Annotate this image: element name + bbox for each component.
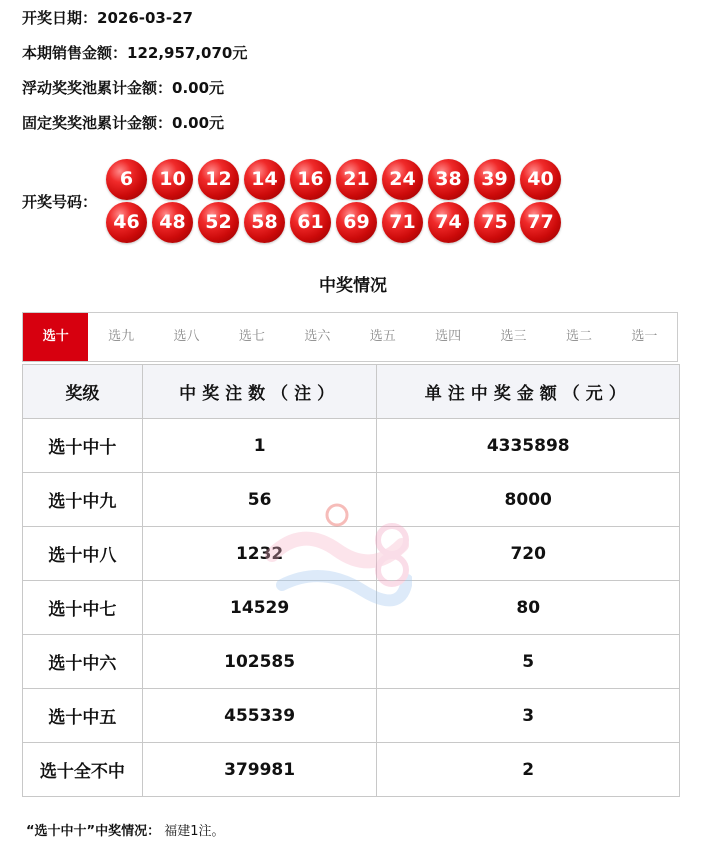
number-ball: 77 — [520, 202, 561, 243]
header-prize-amount: 单注中奖金额（元） — [377, 365, 680, 419]
winning-numbers-label: 开奖号码： — [22, 193, 98, 211]
tab-4[interactable]: 选六 — [304, 329, 331, 344]
number-ball: 52 — [198, 202, 239, 243]
tab-8[interactable]: 选二 — [565, 329, 592, 344]
float-pool-value: 0.00元 — [172, 79, 225, 97]
table-row — [23, 743, 680, 797]
prize-amount-cell: 720 — [377, 527, 680, 581]
prize-level-cell: 选十中八 — [23, 527, 143, 581]
prize-level-cell: 选十中六 — [23, 635, 143, 689]
number-ball: 39 — [474, 159, 515, 200]
prize-level-cell: 选十中十 — [23, 419, 143, 473]
tab-9[interactable]: 选一 — [631, 329, 658, 344]
number-ball: 12 — [198, 159, 239, 200]
header-prize-level: 奖级 — [23, 365, 143, 419]
number-ball: 38 — [428, 159, 469, 200]
float-pool-line — [22, 77, 224, 98]
tab-6[interactable]: 选四 — [435, 329, 462, 344]
winner-count-cell: 1 — [142, 419, 377, 473]
number-ball: 6 — [106, 159, 147, 200]
number-ball: 58 — [244, 202, 285, 243]
footnote — [26, 820, 225, 839]
table-row — [23, 689, 680, 743]
prize-table — [22, 364, 680, 797]
winner-count-cell: 379981 — [142, 743, 377, 797]
number-ball: 16 — [290, 159, 331, 200]
winner-count-cell: 102585 — [142, 635, 377, 689]
number-ball: 74 — [428, 202, 469, 243]
number-ball: 14 — [244, 159, 285, 200]
fixed-pool-value: 0.00元 — [172, 114, 225, 132]
play-type-tabs — [22, 312, 678, 362]
table-row — [23, 419, 680, 473]
prize-level-cell: 选十中七 — [23, 581, 143, 635]
number-ball: 10 — [152, 159, 193, 200]
draw-date-label: 开奖日期： — [22, 9, 98, 27]
tab-0[interactable]: 选十 — [23, 313, 88, 361]
prize-amount-cell: 5 — [377, 635, 680, 689]
winner-count-cell: 14529 — [142, 581, 377, 635]
tab-7[interactable]: 选三 — [500, 329, 527, 344]
footnote-text: 福建1注。 — [164, 824, 225, 839]
number-ball: 24 — [382, 159, 423, 200]
number-ball: 71 — [382, 202, 423, 243]
number-ball: 69 — [336, 202, 377, 243]
winner-count-cell: 56 — [142, 473, 377, 527]
winner-count-cell: 1232 — [142, 527, 377, 581]
prize-level-cell: 选十中五 — [23, 689, 143, 743]
sales-line — [22, 42, 247, 63]
prize-amount-cell: 80 — [377, 581, 680, 635]
number-ball: 48 — [152, 202, 193, 243]
fixed-pool-label: 固定奖奖池累计金额： — [22, 114, 173, 132]
tab-3[interactable]: 选七 — [238, 329, 265, 344]
number-ball: 40 — [520, 159, 561, 200]
section-title: 中奖情况 — [319, 276, 387, 296]
tab-5[interactable]: 选五 — [369, 329, 396, 344]
winner-count-cell: 455339 — [142, 689, 377, 743]
number-ball: 21 — [336, 159, 377, 200]
fixed-pool-line — [22, 112, 224, 133]
number-ball: 46 — [106, 202, 147, 243]
draw-date-value: 2026-03-27 — [97, 9, 193, 27]
footnote-title: “选十中十”中奖情况： — [26, 824, 161, 839]
prize-amount-cell: 4335898 — [377, 419, 680, 473]
table-header-row — [23, 365, 680, 419]
prize-level-cell: 选十中九 — [23, 473, 143, 527]
prize-amount-cell: 3 — [377, 689, 680, 743]
number-ball: 61 — [290, 202, 331, 243]
table-row — [23, 635, 680, 689]
table-row — [23, 527, 680, 581]
table-row — [23, 581, 680, 635]
number-ball: 75 — [474, 202, 515, 243]
prize-level-cell: 选十全不中 — [23, 743, 143, 797]
tab-1[interactable]: 选九 — [108, 329, 135, 344]
table-row — [23, 473, 680, 527]
prize-amount-cell: 2 — [377, 743, 680, 797]
float-pool-label: 浮动奖奖池累计金额： — [22, 79, 173, 97]
header-winner-count: 中奖注数（注） — [142, 365, 377, 419]
tab-2[interactable]: 选八 — [173, 329, 200, 344]
draw-date-line — [22, 7, 193, 28]
sales-label: 本期销售金额： — [22, 44, 128, 62]
sales-value: 122,957,070元 — [127, 44, 248, 62]
prize-amount-cell: 8000 — [377, 473, 680, 527]
